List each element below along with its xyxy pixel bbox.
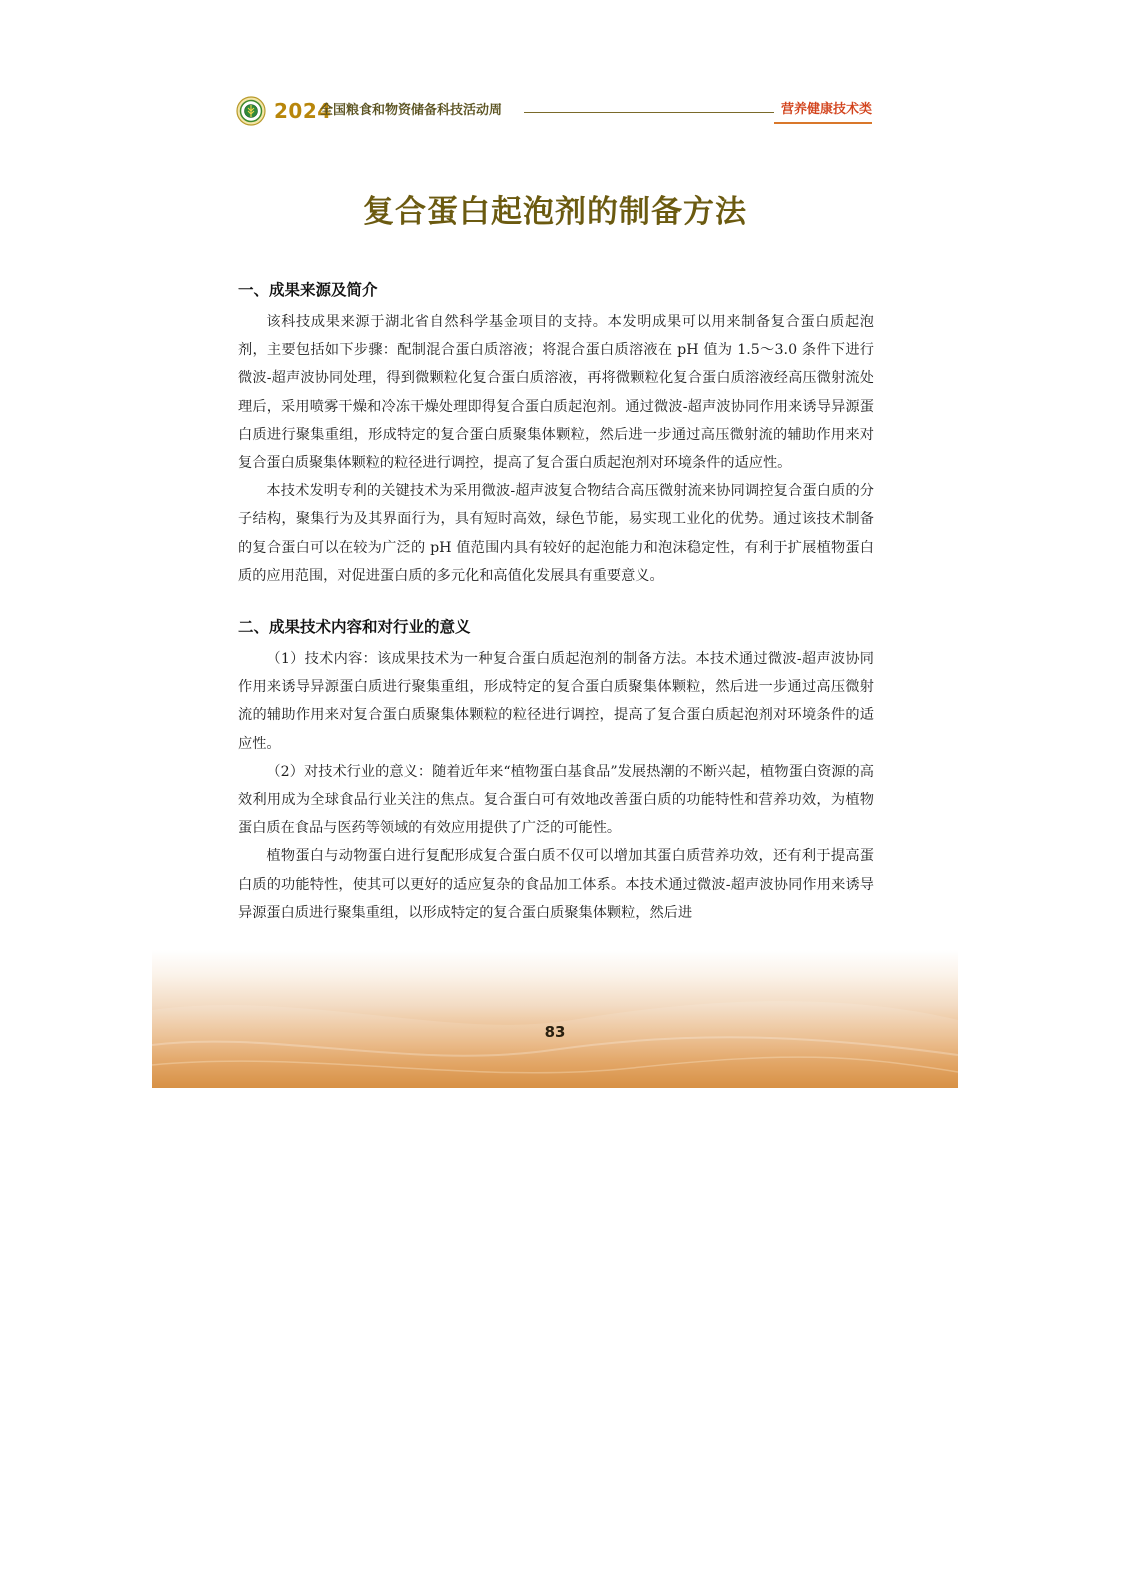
paragraph: （2）对技术行业的意义：随着近年来“植物蛋白基食品”发展热潮的不断兴起，植物蛋白资源的高效利用成为全球食品行业关注的焦点。复合蛋白可有效地改善蛋白质的功能特性和营养功效，为植物蛋白质在食品与医药等领域的有效应用提供了广泛的可能性。 <box>238 763 874 837</box>
section-heading-1: 一、成果来源及简介 <box>238 281 378 299</box>
page-footer <box>152 950 958 1088</box>
paragraph: （1）技术内容：该成果技术为一种复合蛋白质起泡剂的制备方法。本技术通过微波-超声波协同作用来诱导异源蛋白质进行聚集重组，形成特定的复合蛋白质聚集体颗粒，然后进一步通过高压微射流的辅助作用来对复合蛋白质聚集体颗粒的粒径进行调控，提高了复合蛋白质起泡剂对环境条件的适应性。 <box>238 651 874 752</box>
paragraph: 该科技成果来源于湖北省自然科学基金项目的支持。本发明成果可以用来制备复合蛋白质起泡剂，主要包括如下步骤：配制混合蛋白质溶液；将混合蛋白质溶液在 pH 值为 1.5～3.0 条件下进行微波-超声波协同处理，得到微颗粒化复合蛋白质溶液，再将微颗粒化复合蛋白质溶液经高压微射流处理后，采用喷雾干燥和冷冻干燥处理即得复合蛋白质起泡剂。通过微波-超声波协同作用来诱导异源蛋白质进行聚集重组，形成特定的复合蛋白质聚集体颗粒，然后进一步通过高压微射流的辅助作用来对复合蛋白质聚集体颗粒的粒径进行调控，提高了复合蛋白质起泡剂对环境条件的适应性。 <box>238 314 874 472</box>
header-divider <box>524 112 774 113</box>
header-year: 2024 <box>274 99 332 123</box>
footer-decoration <box>152 950 958 1088</box>
document-page <box>152 80 958 1088</box>
section-heading-2: 二、成果技术内容和对行业的意义 <box>238 618 471 637</box>
header-category: 营养健康技术类 <box>780 102 872 117</box>
paragraph: 本技术发明专利的关键技术为采用微波-超声波复合物结合高压微射流来协同调控复合蛋白质的分子结构，聚集行为及其界面行为，具有短时高效，绿色节能，易实现工业化的优势。通过该技术制备的复合蛋白可以在较为广泛的 pH 值范围内具有较好的起泡能力和泡沫稳定性，有利于扩展植物蛋白质的应用范围，对促进蛋白质的多元化和高值化发展具有重要意义。 <box>238 483 874 584</box>
page-number: 83 <box>544 1023 566 1041</box>
paragraph: 植物蛋白与动物蛋白进行复配形成复合蛋白质不仅可以增加其蛋白质营养功效，还有利于提高蛋白质的功能特性，使其可以更好的适应复杂的食品加工体系。本技术通过微波-超声波协同作用来诱导异源蛋白质进行聚集重组，以形成特定的复合蛋白质聚集体颗粒，然后进 <box>238 848 874 921</box>
document-body <box>238 278 874 927</box>
header-category-underline <box>774 122 872 124</box>
header-event-title: 全国粮食和物资储备科技活动周 <box>320 103 503 118</box>
page-header <box>236 94 876 130</box>
wheat-globe-emblem-icon <box>236 96 266 126</box>
document-title: 复合蛋白起泡剂的制备方法 <box>363 194 747 230</box>
